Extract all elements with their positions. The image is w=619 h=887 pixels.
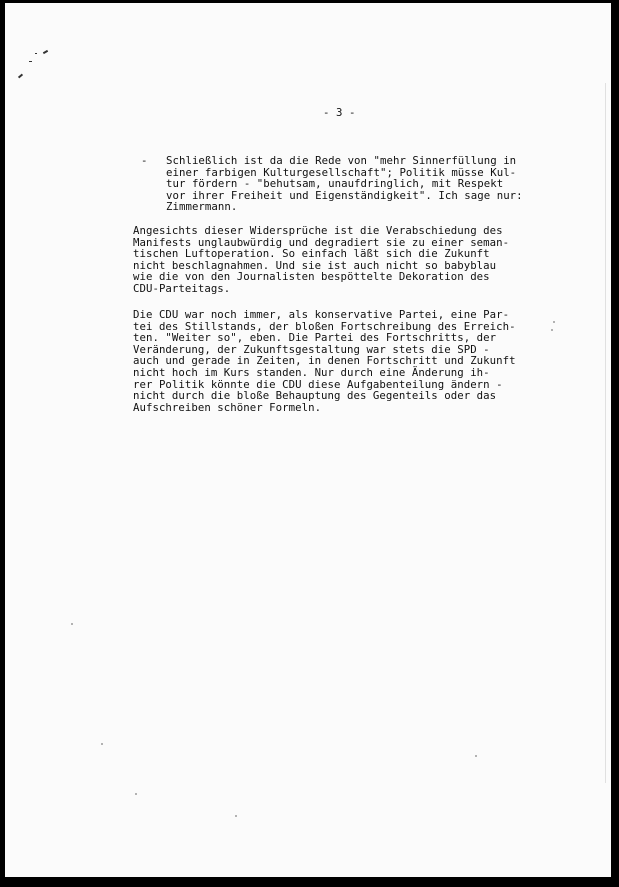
- text-line: nicht durch die bloße Behauptung des Gegenteils oder das: [133, 389, 497, 403]
- paragraph-1: [133, 225, 573, 295]
- bullet-dash: -: [141, 154, 148, 167]
- scan-dot: [475, 755, 477, 757]
- text-line: Schließlich ist da die Rede von "mehr Sinnerfüllung in: [166, 154, 517, 167]
- scan-dot: [135, 793, 137, 795]
- text-line: Angesichts dieser Widersprüche ist die Verabschiedung des: [133, 224, 503, 237]
- scan-mark: [43, 50, 48, 54]
- text-line: tischen Luftoperation. So einfach läßt sich die Zukunft: [133, 247, 490, 261]
- scan-dot: [71, 623, 73, 625]
- page-number: - 3 -: [323, 106, 356, 119]
- paragraph-2: [133, 309, 573, 413]
- scan-edge-line: [605, 83, 606, 783]
- bullet-text: [166, 155, 596, 213]
- text-line: Manifests unglaubwürdig und degradiert sie zu einer seman-: [133, 235, 510, 249]
- text-line: Aufschreiben schöner Formeln.: [133, 400, 322, 414]
- scan-mark: [18, 74, 23, 79]
- text-line: rer Politik könnte die CDU diese Aufgabenteilung ändern -: [133, 377, 503, 391]
- text-line: tur fördern - "behutsam, unaufdringlich, mit Respekt: [166, 177, 504, 191]
- scan-dot: [235, 815, 237, 817]
- document-page: [5, 3, 611, 877]
- text-line: Zimmermann.: [166, 200, 238, 214]
- text-line: ten. "Weiter so", eben. Die Partei des Fortschritts, der: [133, 331, 497, 345]
- text-line: auch und gerade in Zeiten, in denen Fortschritt und Zukunft: [133, 354, 516, 368]
- text-line: tei des Stillstands, der bloßen Fortschreibung des Erreich-: [133, 319, 516, 333]
- text-line: Die CDU war noch immer, als konservative Partei, eine Par-: [133, 308, 510, 321]
- text-line: Veränderung, der Zukunftsgestaltung war stets die SPD -: [133, 342, 490, 356]
- scan-mark: [29, 61, 32, 62]
- text-line: vor ihrer Freiheit und Eigenständigkeit". Ich sage nur:: [166, 188, 523, 202]
- text-line: nicht beschlagnahmen. Und sie ist auch nicht so babyblau: [133, 258, 497, 272]
- text-line: nicht hoch im Kurs standen. Nur durch eine Änderung ih-: [133, 365, 490, 379]
- text-line: einer farbigen Kulturgesellschaft"; Politik müsse Kul-: [166, 165, 517, 179]
- scan-dot: [101, 743, 103, 745]
- text-line: wie die von den Journalisten bespöttelte Dekoration des: [133, 270, 490, 284]
- text-line: CDU-Parteitags.: [133, 281, 231, 295]
- scan-mark: [35, 53, 37, 54]
